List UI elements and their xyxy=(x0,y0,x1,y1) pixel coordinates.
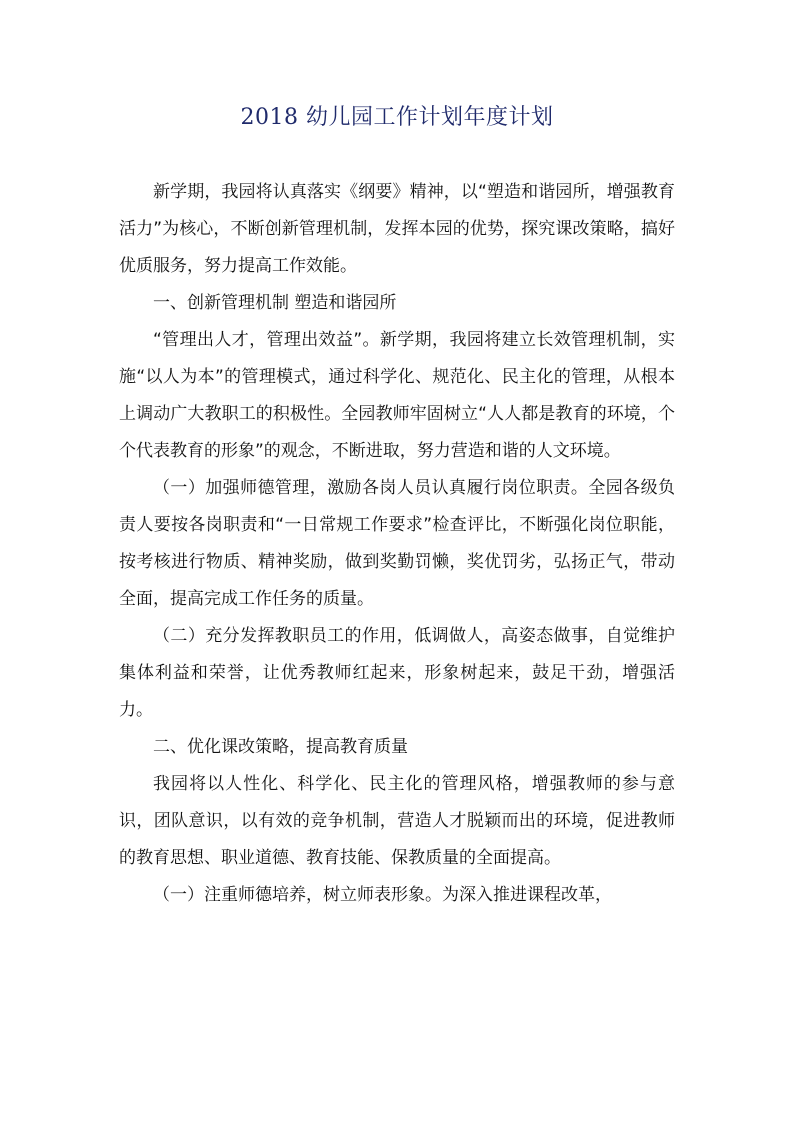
section-heading-1: 一、创新管理机制 塑造和谐园所 xyxy=(153,293,397,313)
paragraph-curriculum: 我园将以人性化、科学化、民主化的管理风格，增强教师的参与意识，团队意识，以有效的竞争机制，营造人才脱颖而出的环境，促进教师的教育思想、职业道德、教育技能、保教质量的全面提高。 xyxy=(119,774,675,868)
document-body xyxy=(119,174,675,914)
paragraph-ethics-management: （一）加强师德管理，激励各岗人员认真履行岗位职责。全园各级负责人要按各岗职责和“一日常规工作要求”检查评比，不断强化岗位职能，按考核进行物质、精神奖励，做到奖勤罚懒，奖优罚劣，弘扬正气，带动全面，提高完成工作任务的质量。 xyxy=(119,478,675,609)
paragraph-management: “管理出人才，管理出效益”。新学期，我园将建立长效管理机制，实施“以人为本”的管理模式，通过科学化、规范化、民主化的管理，从根本上调动广大教职工的积极性。全园教师牢固树立“人人都是教育的环境，个个代表教育的形象”的观念，不断进取，努力营造和谐的人文环境。 xyxy=(119,330,675,461)
document-title: 2018 幼儿园工作计划年度计划 xyxy=(240,105,554,130)
section-heading-2: 二、优化课改策略，提高教育质量 xyxy=(153,737,408,757)
paragraph-staff-role: （二）充分发挥教职员工的作用，低调做人，高姿态做事，自觉维护集体利益和荣誉，让优秀教师红起来，形象树起来，鼓足干劲，增强活力。 xyxy=(119,626,675,720)
paragraph-ethics-training: （一）注重师德培养，树立师表形象。为深入推进课程改革， xyxy=(153,885,612,905)
paragraph-intro: 新学期，我园将认真落实《纲要》精神，以“塑造和谐园所，增强教育活力”为核心，不断创新管理机制，发挥本园的优势，探究课改策略，搞好优质服务，努力提高工作效能。 xyxy=(119,182,675,276)
